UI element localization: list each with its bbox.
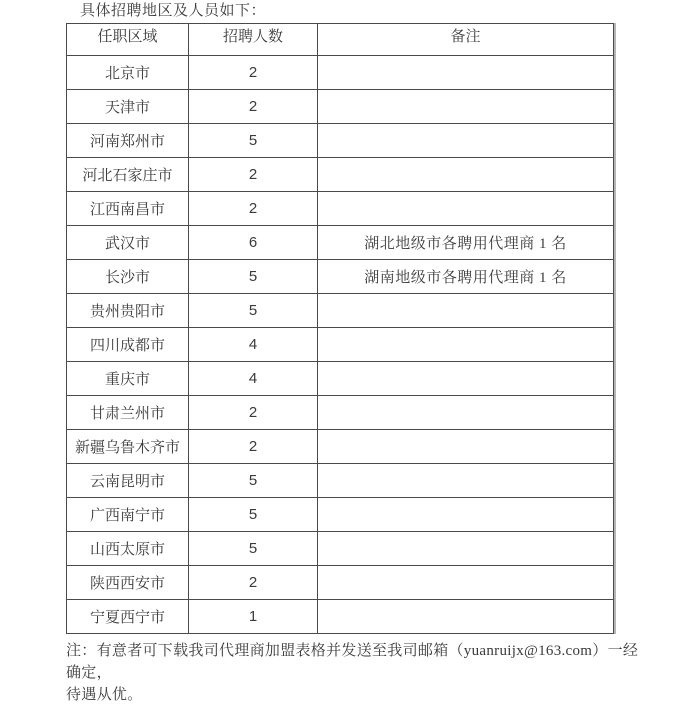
intro-text: 具体招聘地区及人员如下： xyxy=(80,3,267,19)
count-cell: 2 xyxy=(189,90,318,124)
region-cell: 新疆乌鲁木齐市 xyxy=(67,430,189,464)
column-header-remark: 备注 xyxy=(318,24,614,56)
region-cell: 四川成都市 xyxy=(67,328,189,362)
remark-cell xyxy=(318,566,614,600)
table-row xyxy=(67,464,614,498)
region-cell: 广西南宁市 xyxy=(67,498,189,532)
region-cell: 河北石家庄市 xyxy=(67,158,189,192)
count-cell: 2 xyxy=(189,566,318,600)
count-cell: 1 xyxy=(189,600,318,634)
count-cell: 4 xyxy=(189,362,318,396)
table-row xyxy=(67,532,614,566)
table-row xyxy=(67,362,614,396)
column-header-count: 招聘人数 xyxy=(189,24,318,56)
region-cell: 北京市 xyxy=(67,56,189,90)
table-row xyxy=(67,158,614,192)
table-row xyxy=(67,226,614,260)
remark-cell xyxy=(318,464,614,498)
remark-cell xyxy=(318,294,614,328)
count-cell: 2 xyxy=(189,396,318,430)
remark-cell xyxy=(318,600,614,634)
count-cell: 2 xyxy=(189,192,318,226)
count-cell: 5 xyxy=(189,498,318,532)
remark-cell xyxy=(318,498,614,532)
remark-cell xyxy=(318,396,614,430)
remark-cell xyxy=(318,124,614,158)
remark-cell: 湖北地级市各聘用代理商 1 名 xyxy=(318,226,614,260)
remark-cell xyxy=(318,56,614,90)
remark-cell: 湖南地级市各聘用代理商 1 名 xyxy=(318,260,614,294)
footer-note xyxy=(66,640,646,706)
region-cell: 江西南昌市 xyxy=(67,192,189,226)
column-header-region: 任职区域 xyxy=(67,24,189,56)
region-cell: 贵州贵阳市 xyxy=(67,294,189,328)
table-row xyxy=(67,90,614,124)
table-row xyxy=(67,260,614,294)
table-row xyxy=(67,294,614,328)
region-cell: 山西太原市 xyxy=(67,532,189,566)
document-page xyxy=(0,2,692,703)
count-cell: 5 xyxy=(189,294,318,328)
region-cell: 河南郑州市 xyxy=(67,124,189,158)
table-row xyxy=(67,124,614,158)
region-cell: 甘肃兰州市 xyxy=(67,396,189,430)
table-header-row xyxy=(67,24,614,56)
region-cell: 陕西西安市 xyxy=(67,566,189,600)
count-cell: 2 xyxy=(189,158,318,192)
table-row xyxy=(67,566,614,600)
remark-cell xyxy=(318,192,614,226)
table-row xyxy=(67,56,614,90)
table-row xyxy=(67,328,614,362)
table-row xyxy=(67,600,614,634)
region-cell: 天津市 xyxy=(67,90,189,124)
region-cell: 宁夏西宁市 xyxy=(67,600,189,634)
recruitment-table xyxy=(66,23,614,634)
footer-note-line1: 注：有意者可下载我司代理商加盟表格并发送至我司邮箱（yuanruijx@163.com）一经确定， xyxy=(66,643,639,681)
remark-cell xyxy=(318,90,614,124)
remark-cell xyxy=(318,362,614,396)
count-cell: 2 xyxy=(189,56,318,90)
count-cell: 4 xyxy=(189,328,318,362)
table-row xyxy=(67,430,614,464)
count-cell: 5 xyxy=(189,124,318,158)
table-row xyxy=(67,396,614,430)
region-cell: 武汉市 xyxy=(67,226,189,260)
footer-note-line2: 待遇从优。 xyxy=(66,687,143,703)
count-cell: 2 xyxy=(189,430,318,464)
region-cell: 长沙市 xyxy=(67,260,189,294)
table-row xyxy=(67,498,614,532)
region-cell: 云南昆明市 xyxy=(67,464,189,498)
count-cell: 5 xyxy=(189,260,318,294)
count-cell: 5 xyxy=(189,532,318,566)
count-cell: 5 xyxy=(189,464,318,498)
count-cell: 6 xyxy=(189,226,318,260)
remark-cell xyxy=(318,430,614,464)
table-row xyxy=(67,192,614,226)
remark-cell xyxy=(318,158,614,192)
remark-cell xyxy=(318,532,614,566)
remark-cell xyxy=(318,328,614,362)
region-cell: 重庆市 xyxy=(67,362,189,396)
